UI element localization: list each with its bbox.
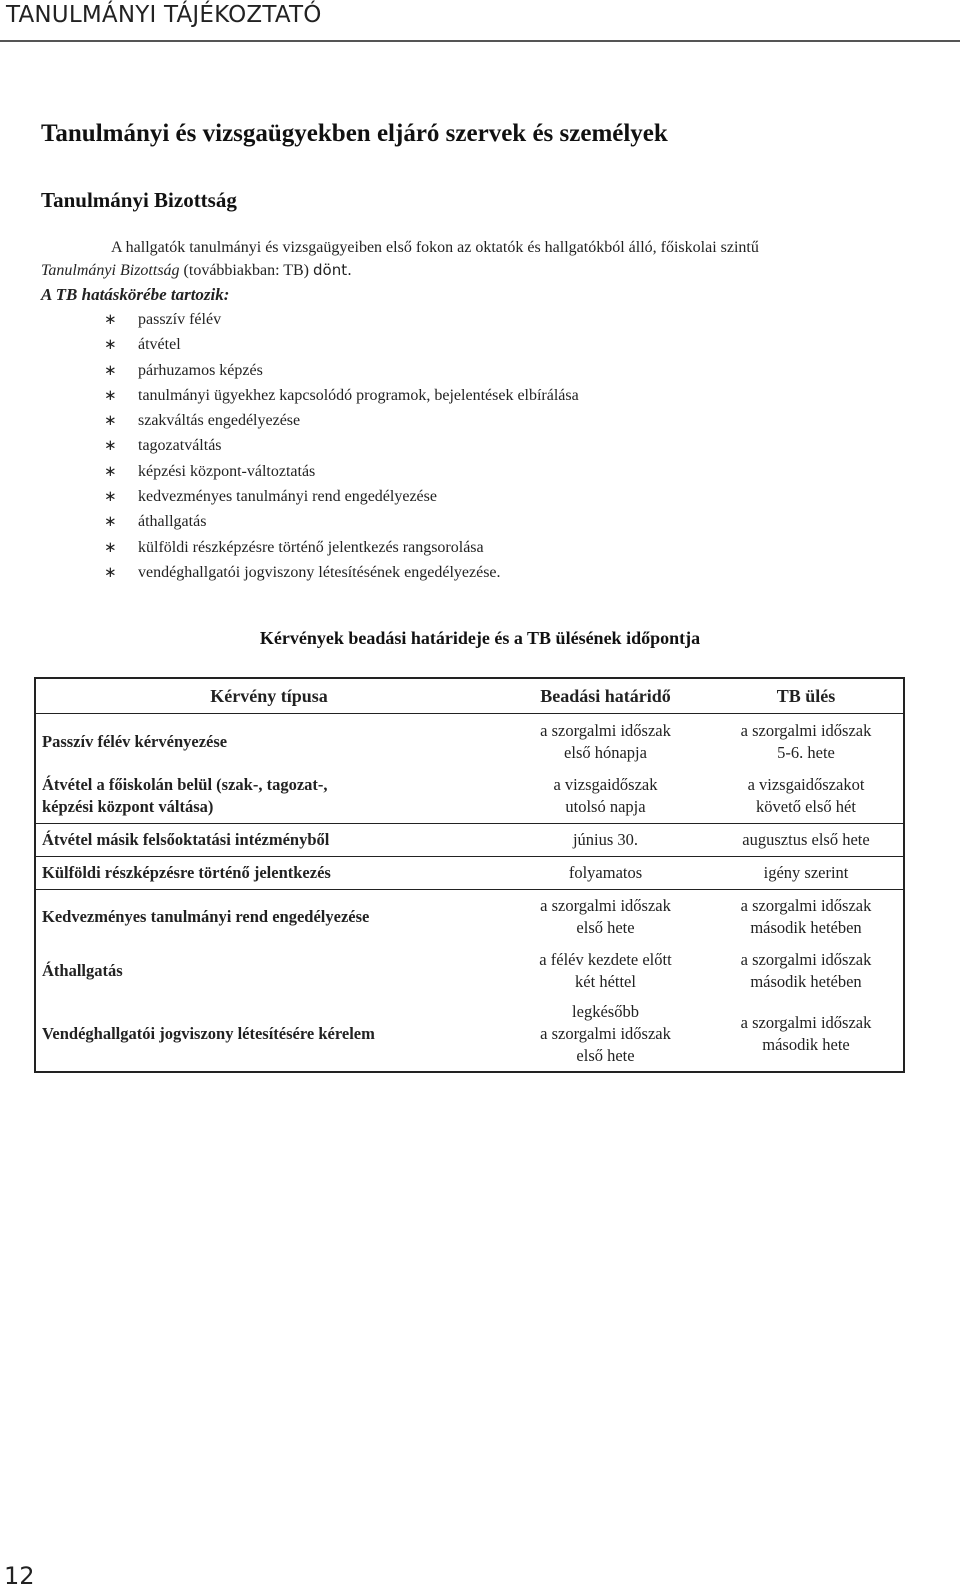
list-item bbox=[104, 433, 579, 458]
cell-deadline: a félév kezdete előtt két héttel bbox=[539, 949, 672, 991]
cell-type: Külföldi részképzésre történő jelentkezés bbox=[35, 857, 502, 890]
list-item bbox=[104, 484, 579, 509]
scope-label: A TB hatáskörébe tartozik: bbox=[41, 285, 230, 304]
bullet-icon: ∗ bbox=[104, 562, 117, 581]
list-item-text: külföldi részképzésre történő jelentkezés rangsorolása bbox=[138, 538, 484, 556]
list-item-text: passzív félév bbox=[138, 311, 222, 328]
cell-deadline: június 30. bbox=[502, 824, 709, 857]
table-row bbox=[35, 890, 904, 944]
cell-deadline: folyamatos bbox=[502, 857, 709, 890]
table-row bbox=[35, 770, 904, 824]
intro-text-cont: (továbbiakban: TB) bbox=[179, 262, 313, 279]
table-header-row bbox=[35, 678, 904, 714]
bullet-icon: ∗ bbox=[104, 537, 117, 556]
cell-meeting: a szorgalmi időszak második hetében bbox=[709, 890, 904, 944]
bullet-icon: ∗ bbox=[104, 360, 117, 379]
intro-text: A hallgatók tanulmányi és vizsgaügyeiben első fokon az oktatók és hallgatókból álló, főiskolai szintű bbox=[111, 239, 759, 256]
cell-meeting: a szorgalmi időszak második hete bbox=[740, 1013, 872, 1054]
deadlines-table bbox=[34, 677, 905, 1073]
intro-text-end: dönt. bbox=[313, 261, 352, 279]
list-item-text: átvétel bbox=[138, 336, 181, 354]
header-title: TANULMÁNYI TÁJÉKOZTATÓ bbox=[6, 2, 322, 28]
list-item bbox=[104, 535, 579, 560]
bullet-icon: ∗ bbox=[104, 310, 117, 328]
cell-deadline: a szorgalmi időszak első hónapja bbox=[540, 720, 671, 762]
cell-deadline: a vizsgaidőszak utolsó napja bbox=[553, 775, 658, 817]
list-item bbox=[104, 358, 579, 383]
intro-emphasis: Tanulmányi Bizottság bbox=[41, 262, 180, 279]
column-header-deadline: Beadási határidő bbox=[502, 678, 709, 714]
bullet-icon: ∗ bbox=[104, 512, 117, 531]
cell-type: Átvétel a főiskolán belül (szak-, tagozat-, képzési központ váltása) bbox=[42, 775, 328, 817]
list-item-text: szakváltás engedélyezése bbox=[138, 412, 301, 430]
cell-type: Áthallgatás bbox=[42, 960, 123, 980]
column-header-meeting: TB ülés bbox=[709, 678, 904, 714]
cell-type: Kedvezményes tanulmányi rend engedélyezése bbox=[35, 890, 502, 944]
cell-type: Átvétel másik felsőoktatási intézményből bbox=[35, 824, 502, 857]
cell-deadline: legkésőbb a szorgalmi időszak első hete bbox=[540, 1002, 671, 1065]
list-item bbox=[104, 408, 579, 433]
cell-deadline: a szorgalmi időszak első hete bbox=[502, 890, 709, 944]
list-item-text: párhuzamos képzés bbox=[138, 361, 263, 379]
table-title: Kérvények beadási határideje és a TB ülésének időpontja bbox=[259, 628, 701, 648]
table-row bbox=[35, 714, 904, 770]
column-header-type: Kérvény típusa bbox=[35, 678, 502, 714]
table-row bbox=[35, 824, 904, 857]
bullet-icon: ∗ bbox=[104, 487, 117, 506]
table-row bbox=[35, 944, 904, 998]
bullet-icon: ∗ bbox=[104, 385, 117, 404]
list-item bbox=[104, 383, 579, 408]
list-item-text: kedvezményes tanulmányi rend engedélyezése bbox=[138, 488, 437, 506]
cell-meeting: a szorgalmi időszak 5-6. hete bbox=[740, 720, 872, 762]
intro-paragraph bbox=[41, 236, 921, 282]
page-heading: Tanulmányi és vizsgaügyekben eljáró szervek és személyek bbox=[41, 120, 668, 147]
list-item-text: tanulmányi ügyekhez kapcsolódó programok, bejelentések elbírálása bbox=[138, 386, 579, 404]
table-row bbox=[35, 857, 904, 890]
list-item-text: tagozatváltás bbox=[138, 437, 222, 455]
list-item-text: képzési központ-változtatás bbox=[138, 462, 316, 480]
list-item bbox=[104, 509, 579, 534]
cell-type: Passzív félév kérvényezése bbox=[42, 731, 228, 751]
page-header bbox=[0, 0, 960, 42]
cell-meeting: a szorgalmi időszak második hetében bbox=[740, 949, 872, 991]
bullet-icon: ∗ bbox=[104, 436, 117, 455]
cell-meeting: igény szerint bbox=[709, 857, 904, 890]
page-number: 12 bbox=[4, 1562, 35, 1590]
bullet-icon: ∗ bbox=[104, 461, 117, 480]
list-item bbox=[104, 459, 579, 484]
bullet-icon: ∗ bbox=[104, 411, 117, 430]
list-item-text: vendéghallgatói jogviszony létesítésének engedélyezése. bbox=[138, 563, 501, 581]
list-item bbox=[104, 560, 579, 585]
bullet-icon: ∗ bbox=[104, 335, 117, 354]
scope-list bbox=[104, 307, 579, 585]
list-item bbox=[104, 307, 579, 332]
cell-meeting: augusztus első hete bbox=[709, 824, 904, 857]
cell-meeting: a vizsgaidőszakot követő első hét bbox=[747, 775, 865, 817]
list-item-text: áthallgatás bbox=[138, 513, 207, 531]
table-row bbox=[35, 998, 904, 1072]
cell-type: Vendéghallgatói jogviszony létesítésére kérelem bbox=[42, 1024, 375, 1043]
section-heading: Tanulmányi Bizottság bbox=[41, 188, 237, 212]
list-item bbox=[104, 332, 579, 357]
